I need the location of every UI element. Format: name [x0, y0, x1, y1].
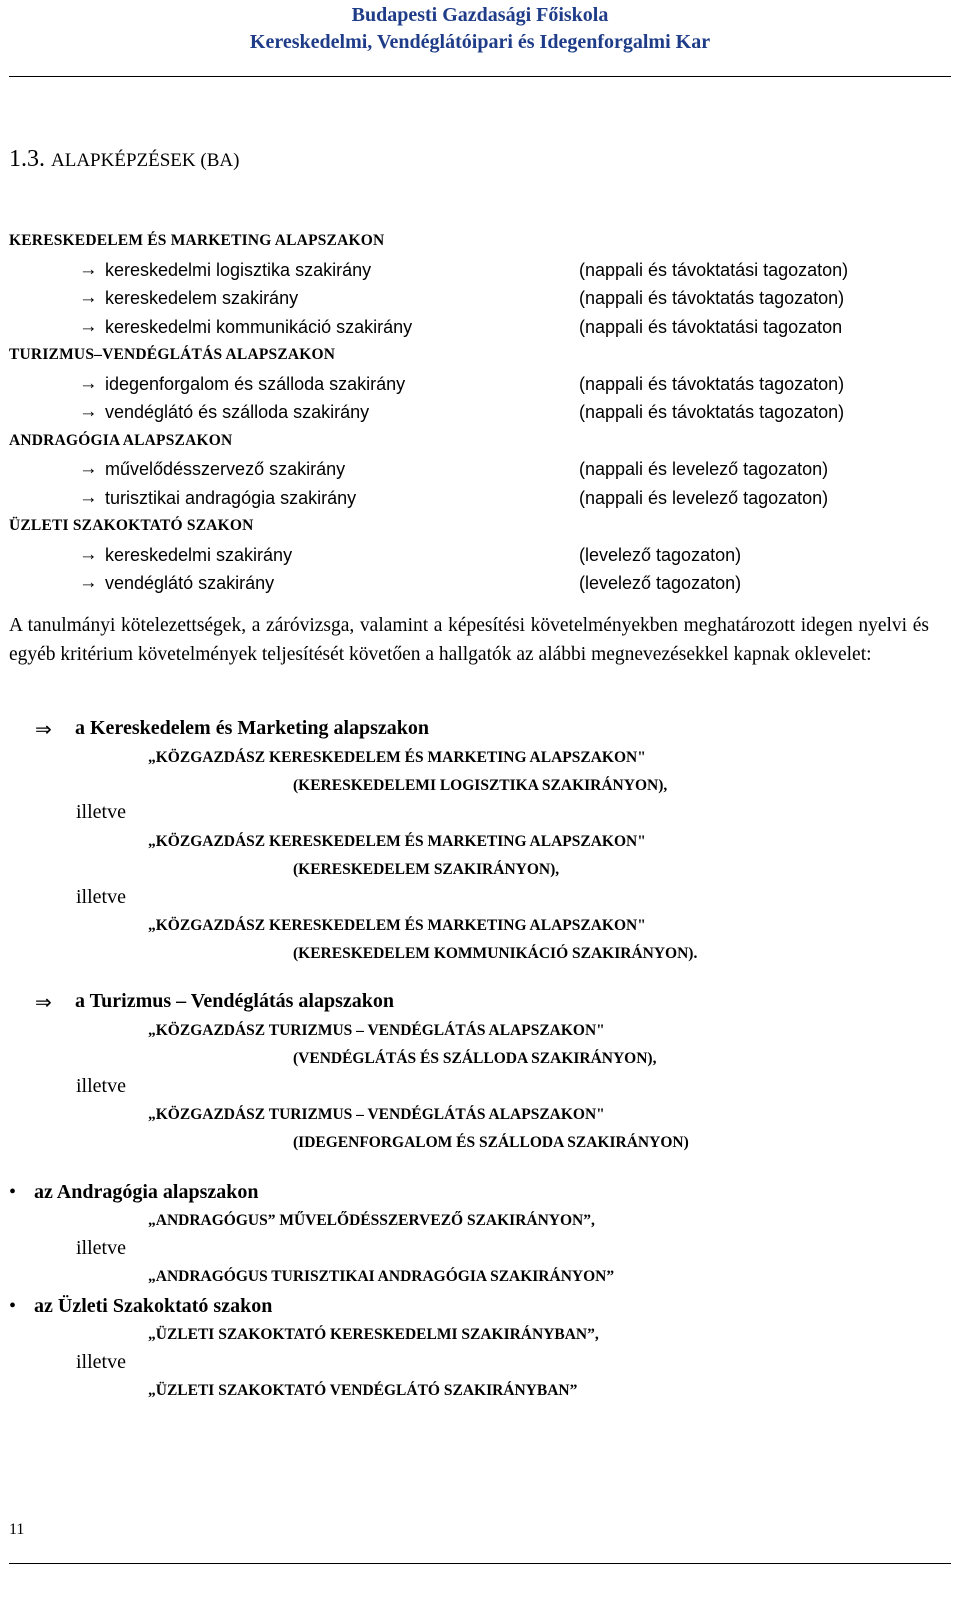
- specialization-row: [9, 370, 951, 399]
- study-mode: (nappali és távoktatás tagozaton): [579, 288, 845, 308]
- degree-title: „ANDRAGÓGUS” MŰVELŐDÉSSZERVEZŐ SZAKIRÁNYON”,: [148, 1212, 595, 1229]
- arrow-right-icon: →: [79, 402, 98, 422]
- arrow-right-icon: →: [79, 316, 98, 337]
- program-heading: ANDRAGÓGIA ALAPSZAKON: [9, 431, 233, 449]
- study-mode: (nappali és távoktatási tagozaton): [579, 259, 849, 280]
- specialization-row: [9, 484, 951, 513]
- specialization-row: [9, 313, 951, 342]
- degree-title: „ÜZLETI SZAKOKTATÓ VENDÉGLÁTÓ SZAKIRÁNYBAN”: [148, 1382, 578, 1399]
- study-mode: (nappali és távoktatási tagozaton: [579, 316, 843, 337]
- degree-specialization: (KERESKEDELEMI LOGISZTIKA SZAKIRÁNYON),: [293, 777, 668, 794]
- arrow-right-icon: →: [79, 259, 98, 280]
- degree-title: „ANDRAGÓGUS TURISZTIKAI ANDRAGÓGIA SZAKIRÁNYON”: [148, 1268, 615, 1285]
- arrow-right-icon: →: [79, 288, 98, 308]
- arrow-right-icon: →: [79, 373, 98, 394]
- degree-heading-text: az Üzleti Szakoktató szakon: [34, 1295, 273, 1317]
- study-mode: (levelező tagozaton): [579, 544, 742, 565]
- illetve-text: illetve: [76, 801, 126, 823]
- degree-specialization: (KERESKEDELEM KOMMUNIKÁCIÓ SZAKIRÁNYON).: [293, 945, 698, 962]
- header-rule: [9, 76, 951, 77]
- program-heading: ÜZLETI SZAKOKTATÓ SZAKON: [9, 517, 254, 534]
- specialization-name: kereskedelem szakirány: [105, 288, 299, 308]
- body-paragraph: A tanulmányi kötelezettségek, a záróvizsga, valamint a képesítési követelményekben meghatározott idegen nyelvi és egyéb kritérium követelmények teljesítését követően a hallgatók az alábbi megnevezésekkel kapnak oklevelet:: [9, 615, 929, 665]
- study-mode: (nappali és levelező tagozaton): [579, 459, 829, 479]
- program-list: [9, 227, 951, 598]
- specialization-name: kereskedelmi szakirány: [105, 544, 293, 565]
- degree-heading-text: a Turizmus – Vendéglátás alapszakon: [75, 990, 394, 1012]
- implies-arrow-icon: ⇒: [35, 719, 52, 741]
- specialization-name: idegenforgalom és szálloda szakirány: [105, 373, 406, 394]
- specialization-name: kereskedelmi kommunikáció szakirány: [105, 316, 413, 337]
- footer-rule: [9, 1563, 951, 1564]
- study-mode: (nappali és távoktatás tagozaton): [579, 402, 845, 422]
- degree-specialization: (IDEGENFORGALOM ÉS SZÁLLODA SZAKIRÁNYON): [293, 1134, 689, 1151]
- page-number: 11: [9, 1521, 25, 1538]
- bullet-icon: •: [9, 1181, 17, 1203]
- degree-title: „KÖZGAZDÁSZ KERESKEDELEM ÉS MARKETING ALAPSZAKON": [148, 833, 646, 850]
- specialization-name: vendéglátó szakirány: [105, 573, 275, 593]
- program-heading: KERESKEDELEM ÉS MARKETING ALAPSZAKON: [9, 232, 385, 249]
- specialization-row: [9, 541, 951, 570]
- degree-title: „KÖZGAZDÁSZ TURIZMUS – VENDÉGLÁTÁS ALAPSZAKON": [148, 1106, 605, 1123]
- specialization-name: vendéglátó és szálloda szakirány: [105, 402, 370, 422]
- degree-title: „ÜZLETI SZAKOKTATÓ KERESKEDELMI SZAKIRÁNYBAN”,: [148, 1326, 599, 1343]
- study-mode: (nappali és levelező tagozaton): [579, 487, 829, 508]
- degree-title: „KÖZGAZDÁSZ TURIZMUS – VENDÉGLÁTÁS ALAPSZAKON": [148, 1022, 605, 1039]
- degree-heading-text: a Kereskedelem és Marketing alapszakon: [75, 717, 430, 739]
- illetve-text: illetve: [76, 1075, 126, 1097]
- section-title: ALAPKÉPZÉSEK (BA): [51, 150, 240, 171]
- specialization-name: kereskedelmi logisztika szakirány: [105, 259, 372, 280]
- illetve-text: illetve: [76, 886, 126, 908]
- illetve-text: illetve: [76, 1237, 126, 1259]
- program-heading: TURIZMUS–VENDÉGLÁTÁS ALAPSZAKON: [9, 346, 336, 363]
- document-header: [0, 2, 960, 56]
- arrow-right-icon: →: [79, 487, 98, 508]
- degree-specialization: (KERESKEDELEM SZAKIRÁNYON),: [293, 861, 560, 878]
- degree-specialization: (VENDÉGLÁTÁS ÉS SZÁLLODA SZAKIRÁNYON),: [293, 1050, 657, 1067]
- degree-title: „KÖZGAZDÁSZ KERESKEDELEM ÉS MARKETING ALAPSZAKON": [148, 749, 646, 766]
- specialization-row: [9, 284, 951, 313]
- arrow-right-icon: →: [79, 459, 98, 479]
- header-faculty: Kereskedelmi, Vendéglátóipari és Idegenforgalmi Kar: [249, 31, 711, 53]
- illetve-text: illetve: [76, 1351, 126, 1373]
- specialization-row: [9, 569, 951, 598]
- specialization-name: művelődésszervező szakirány: [105, 459, 346, 479]
- implies-arrow-icon: ⇒: [35, 992, 52, 1014]
- arrow-right-icon: →: [79, 544, 98, 565]
- section-number: 1.3.: [9, 146, 45, 172]
- section-heading: [9, 146, 239, 173]
- arrow-right-icon: →: [79, 573, 98, 593]
- specialization-name: turisztikai andragógia szakirány: [105, 487, 357, 508]
- header-institution: Budapesti Gazdasági Főiskola: [351, 4, 609, 26]
- specialization-row: [9, 256, 951, 285]
- degree-heading-text: az Andragógia alapszakon: [34, 1181, 259, 1203]
- degree-title: „KÖZGAZDÁSZ KERESKEDELEM ÉS MARKETING ALAPSZAKON": [148, 917, 646, 934]
- study-mode: (nappali és távoktatás tagozaton): [579, 373, 845, 394]
- study-mode: (levelező tagozaton): [579, 573, 742, 593]
- specialization-row: [9, 398, 951, 427]
- bullet-icon: •: [9, 1295, 17, 1317]
- specialization-row: [9, 455, 951, 484]
